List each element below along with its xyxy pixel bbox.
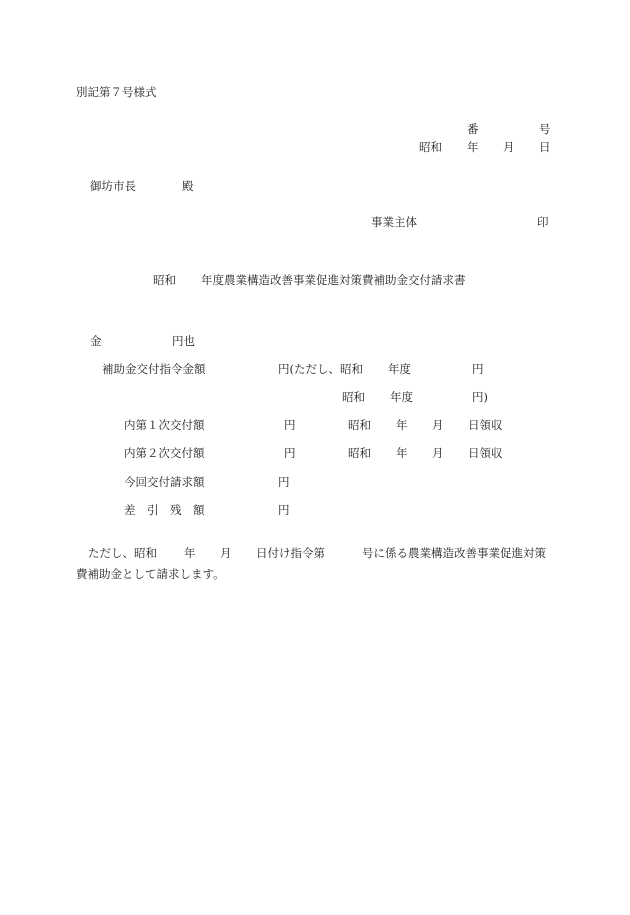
installment-month: 月 <box>432 446 444 460</box>
date-era: 昭和 <box>419 140 442 154</box>
installment-month: 月 <box>432 418 444 432</box>
installment-label: 内第１次交付額 <box>124 418 205 432</box>
addressee-name: 御坊市長 <box>90 179 136 193</box>
closing-month: 月 <box>220 546 232 560</box>
designated-yen-1: 円 <box>472 362 484 376</box>
installment-era: 昭和 <box>348 446 371 460</box>
title-era: 昭和 <box>153 273 176 287</box>
installment-year: 年 <box>396 446 408 460</box>
date-month: 月 <box>503 140 515 154</box>
ref-go: 号 <box>539 122 551 136</box>
designated-label: 補助金交付指令金額 <box>102 362 206 376</box>
designated-yen-2-close: 円) <box>472 390 488 404</box>
closing-go-tail: 号に係る農業構造改善事業促進対策 <box>362 546 546 560</box>
addressee-honorific: 殿 <box>182 179 194 193</box>
date-year: 年 <box>467 140 479 154</box>
designated-era-2: 昭和 <box>342 390 365 404</box>
closing-year: 年 <box>184 546 196 560</box>
ref-ban: 番 <box>467 122 479 136</box>
balance-label: 差 引 残 額 <box>124 503 205 517</box>
form-label: 別記第７号様式 <box>76 85 157 99</box>
installment-day-received: 日領収 <box>468 418 503 432</box>
amount-yen-nari: 円也 <box>172 334 195 348</box>
seal-mark: 印 <box>537 215 549 229</box>
installment-label: 内第２次交付額 <box>124 446 205 460</box>
installment-day-received: 日領収 <box>468 446 503 460</box>
designated-nendo-2: 年度 <box>390 390 413 404</box>
amount-kin: 金 <box>90 334 102 348</box>
date-day: 日 <box>539 140 551 154</box>
closing-dated: 日付け指令第 <box>256 546 325 560</box>
balance-yen: 円 <box>278 503 290 517</box>
installment-yen: 円 <box>284 418 296 432</box>
designated-yen-open: 円(ただし、昭和 <box>278 362 363 376</box>
installment-year: 年 <box>396 418 408 432</box>
closing-intro: ただし、昭和 <box>88 546 157 560</box>
current-request-label: 今回交付請求額 <box>124 475 205 489</box>
title-text: 年度農業構造改善事業促進対策費補助金交付請求書 <box>201 273 466 287</box>
installment-yen: 円 <box>284 446 296 460</box>
entity-label: 事業主体 <box>371 215 417 229</box>
closing-line-2: 費補助金として請求します。 <box>76 567 225 581</box>
installment-era: 昭和 <box>348 418 371 432</box>
current-request-yen: 円 <box>278 475 290 489</box>
designated-nendo-1: 年度 <box>388 362 411 376</box>
